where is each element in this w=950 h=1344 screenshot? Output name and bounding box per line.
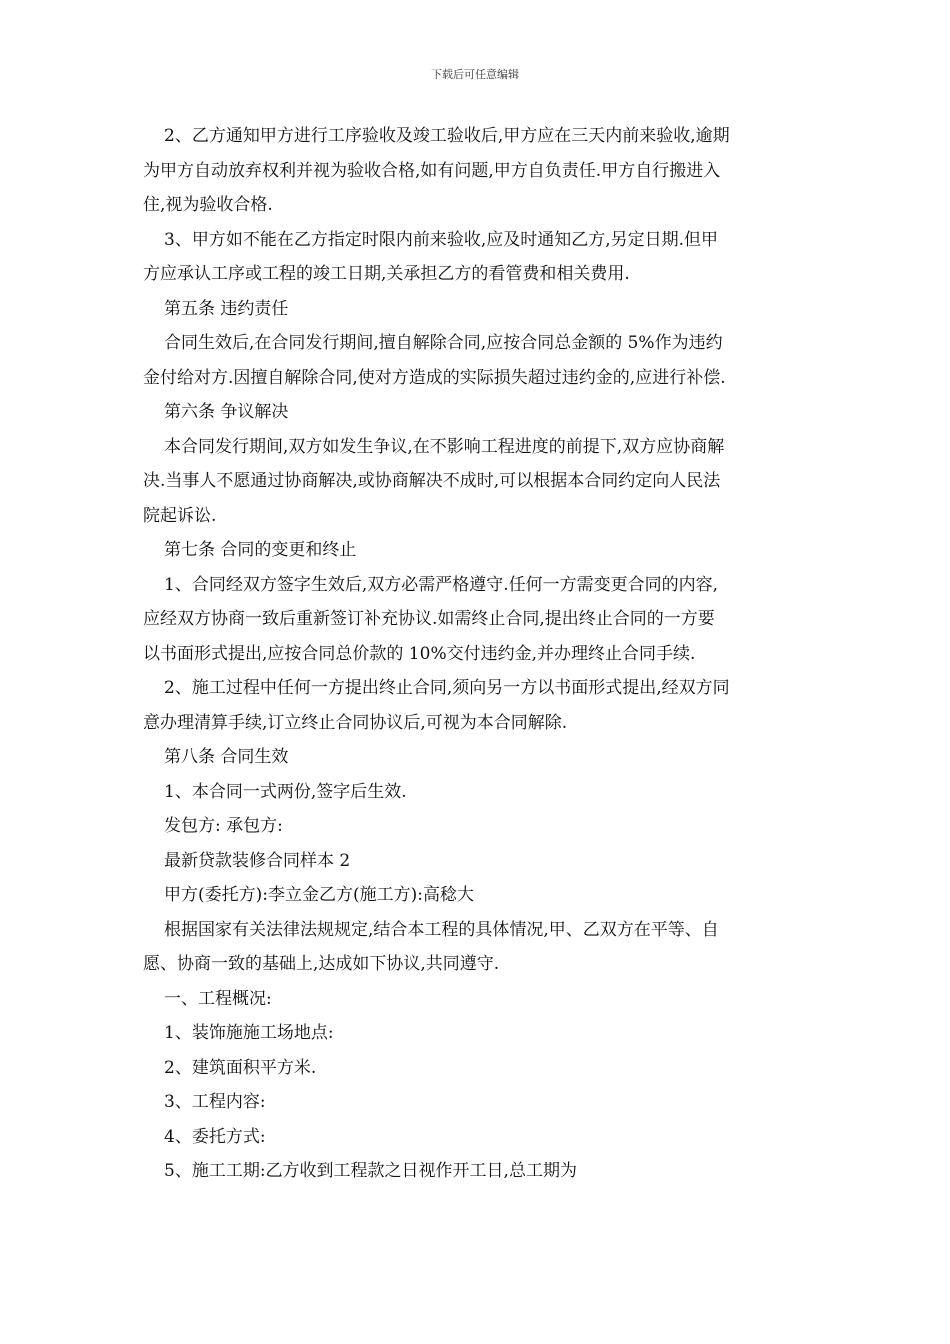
parties-line: 甲方(委托方):李立金乙方(施工方):高稔大: [164, 885, 474, 905]
section-heading: 一、工程概况:: [164, 988, 272, 1009]
text-line: 以书面形式提出,应按合同总价款的 10%交付违约金,并办理终止合同手续.: [143, 643, 696, 664]
text-line: 住,视为验收合格.: [143, 195, 273, 215]
text-line: 为甲方自动放弃权利并视为验收合格,如有问题,甲方自负责任.甲方自行搬进入: [143, 160, 721, 181]
text-line: 院起诉讼.: [143, 505, 217, 526]
text-line: 2、施工过程中任何一方提出终止合同,须向另一方以书面形式提出,经双方同: [164, 678, 730, 698]
text-line: 1、本合同一式两份,签字后生效.: [164, 781, 407, 802]
text-line: 3、工程内容:: [164, 1092, 266, 1112]
text-line: 愿、协商一致的基础上,达成如下协议,共同遵守.: [143, 954, 500, 974]
text-line: 合同生效后,在合同发行期间,擅自解除合同,应按合同总金额的 5%作为违约: [164, 333, 723, 353]
text-line: 决.当事人不愿通过协商解决,或协商解决不成时,可以根据本合同约定向人民法: [143, 471, 721, 491]
text-line: 2、乙方通知甲方进行工序验收及竣工验收后,甲方应在三天内前来验收,逾期: [164, 126, 730, 146]
document-body: [143, 124, 813, 1194]
signature-line: 发包方: 承包方:: [164, 816, 283, 836]
page-header: 下载后可任意编辑: [431, 68, 519, 81]
text-line: 意办理清算手续,订立终止合同协议后,可视为本合同解除.: [143, 712, 568, 733]
text-line: 1、合同经双方签字生效后,双方必需严格遵守.任何一方需变更合同的内容,: [164, 574, 719, 595]
section-heading: 第七条 合同的变更和终止: [164, 540, 357, 560]
text-line: 金付给对方.因擅自解除合同,使对方造成的实际损失超过违约金的,应进行补偿.: [143, 367, 726, 388]
document-title: 最新贷款装修合同样本 2: [164, 850, 351, 871]
text-line: 2、建筑面积平方米.: [164, 1057, 317, 1078]
text-line: 本合同发行期间,双方如发生争议,在不影响工程进度的前提下,双方应协商解: [164, 436, 725, 457]
text-line: 4、委托方式:: [164, 1126, 266, 1147]
text-line: 1、装饰施施工场地点:: [164, 1023, 334, 1043]
text-line: 5、施工工期:乙方收到工程款之日视作开工日,总工期为: [164, 1161, 577, 1181]
text-line: 3、甲方如不能在乙方指定时限内前来验收,应及时通知乙方,另定日期.但甲: [164, 229, 719, 250]
text-line: 应经双方协商一致后重新签订补充协议.如需终止合同,提出终止合同的一方要: [143, 609, 715, 629]
section-heading: 第八条 合同生效: [164, 747, 289, 767]
text-line: 方应承认工序或工程的竣工日期,关承担乙方的看管费和相关费用.: [143, 264, 630, 284]
text-line: 根据国家有关法律法规规定,结合本工程的具体情况,甲、乙双方在平等、自: [164, 919, 719, 940]
section-heading: 第六条 争议解决: [164, 402, 289, 422]
section-heading: 第五条 违约责任: [164, 298, 289, 319]
